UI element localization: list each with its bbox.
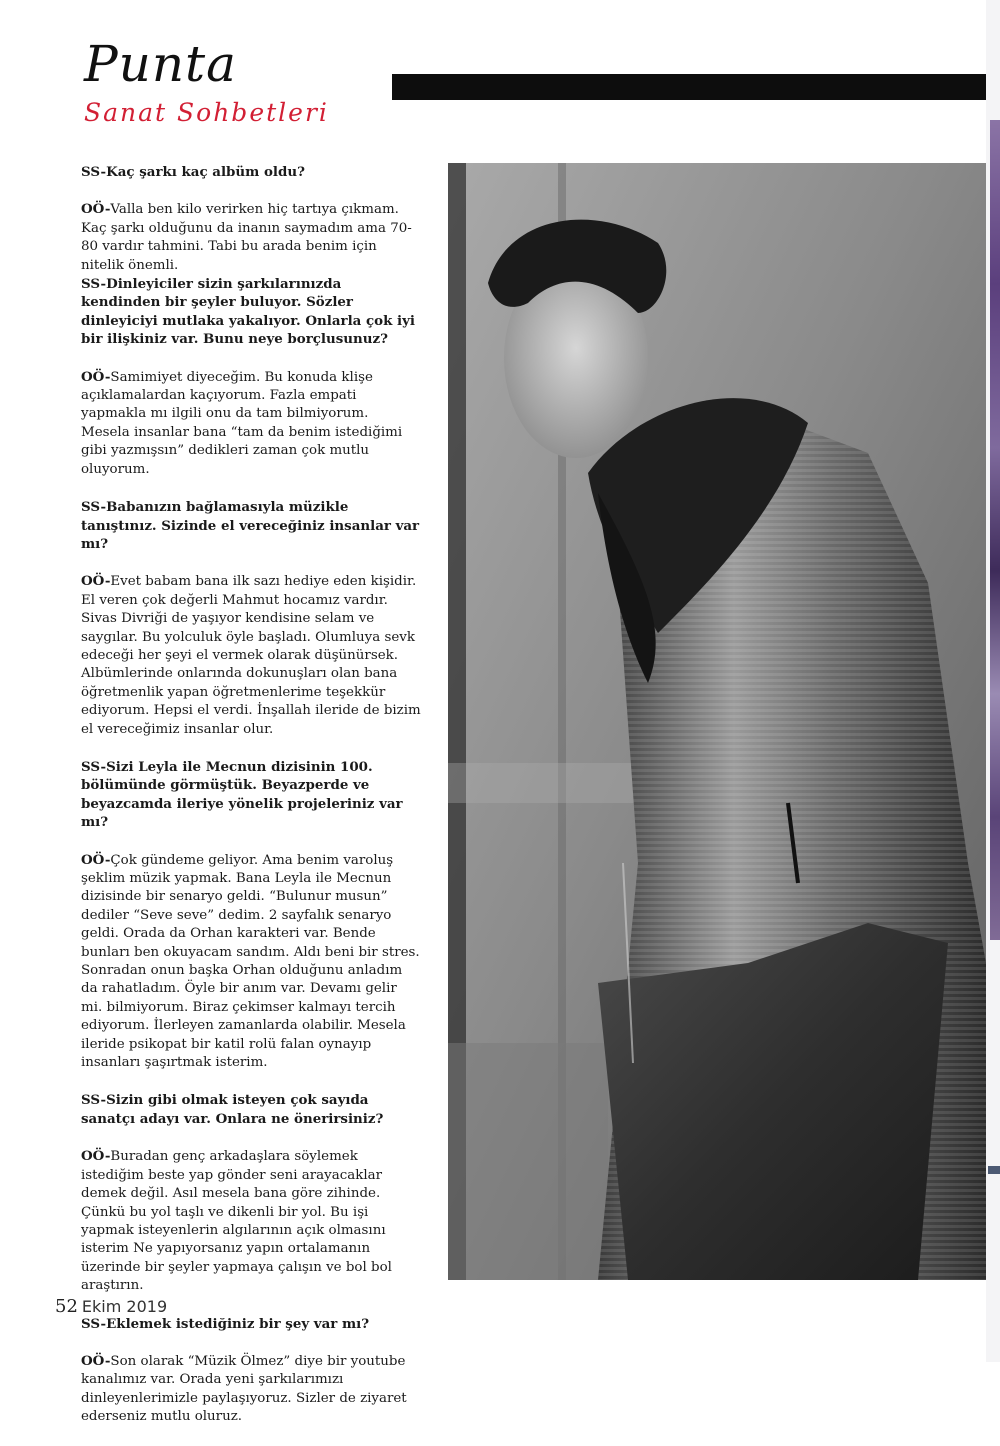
answer-text: Çok gündeme geliyor. Ama benim varoluş şeklim müzik yapmak. Bana Leyla ile Mecnun dizisinde bir senaryo geldi. “Bulunur musun” dediler “Seve seve” dedim. 2 sayfalık senaryo geldi. Orada da Orhan karakteri var. Bende bunları ben okuyacam sandım. Aldı beni bir stres. Sonradan onun başka Orhan olduğunu anladım da rahatladım. Öyle bir anım var. Devamı gelir mi. bilmiyorum. Biraz çekimser kalmayı tercih ediyorum. İlerleyen zamanlarda olabilir. Mesela ileride psikopat bir katil rolü falan oynayıp insanları şaşırtmak isterim. (81, 852, 420, 1071)
question: SS-Dinleyiciler sizin şarkılarınızda kendinden bir şeyler buluyor. Sözler dinleyiciyi mutlaka yakalıyor. Onlarla çok iyi bir ilişkiniz var. Bunu neye borçlusunuz? (81, 276, 415, 348)
question: SS-Sizin gibi olmak isteyen çok sayıda sanatçı adayı var. Onlara ne önerirsiniz? (81, 1092, 384, 1127)
answer (81, 368, 421, 479)
answer-label: OÖ- (81, 573, 111, 590)
issue-month: Ekim 2019 (81, 1297, 168, 1316)
portrait-photo (448, 163, 986, 1280)
answer-label: OÖ- (81, 368, 111, 385)
answer-label: OÖ- (81, 201, 111, 218)
adjacent-page-tab (988, 1166, 1000, 1174)
header-black-bar (392, 74, 986, 100)
interview-column (81, 163, 421, 1446)
adjacent-page-image-strip (990, 120, 1000, 940)
question: SS-Kaç şarkı kaç albüm oldu? (81, 164, 305, 180)
answer-label: OÖ- (81, 1148, 111, 1165)
question: SS-Eklemek istediğiniz bir şey var mı? (81, 1315, 370, 1332)
page-number: 52 (55, 1296, 78, 1317)
answer-text: Samimiyet diyeceğim. Bu konuda klişe açıklamalardan kaçıyorum. Fazla empati yapmakla mı ilgili onu da tam bilmiyorum. Mesela insanlar bana “tam da benim istediğimi gibi yazmışsın” dedikleri zaman çok mutlu oluyorum. (81, 369, 403, 477)
question: SS-Babanızın bağlamasıyla müzikle tanıştınız. Sizinde el vereceğiniz insanlar var mı? (81, 499, 420, 552)
masthead-subtitle: Sanat Sohbetleri (84, 98, 329, 127)
answer-text: Son olarak “Müzik Ölmez” diye bir youtube kanalımız var. Orada yeni şarkılarımızı dinleyenlerimizle paylaşıyoruz. Sizler de ziyaret ederseniz mutlu oluruz. (81, 1353, 407, 1425)
question: SS-Sizi Leyla ile Mecnun dizisinin 100. bölümünde görmüştük. Beyazperde ve beyazcamda ileriye yönelik projeleriniz var mı? (81, 758, 403, 831)
answer (81, 851, 421, 1073)
answer (81, 1147, 421, 1295)
answer-text: Buradan genç arkadaşlara söylemek istediğim beste yap gönder seni arayacaklar demek değil. Asıl mesela bana göre zihinde. Çünkü bu yol taşlı ve dikenli bir yol. Bu işi yapmak isteyenlerin algılarının açık olmasını isterim Ne yapıyorsanız yapın ortalamanın üzerinde bir şeyler yapmaya çalışın ve bol bol araştırın. (81, 1149, 392, 1294)
answer (81, 1352, 421, 1427)
masthead-title: Punta (84, 35, 237, 93)
page-footer (55, 1296, 167, 1317)
answer (81, 572, 421, 739)
answer-text: Valla ben kilo verirken hiç tartıya çıkmam. Kaç şarkı olduğunu da inanın saymadım ama 70-80 vardır tahmini. Tabi bu arada benim için nitelik önemli. (81, 202, 412, 273)
answer-label: OÖ- (81, 1352, 111, 1369)
answer-text: Evet babam bana ilk sazı hediye eden kişidir. El veren çok değerli Mahmut hocamız vardır. Sivas Divriği de yaşıyor kendisine selam ve saygılar. Bu yolculuk öyle başladı. Olumluya sevk edeceği her şeyi el vermek olarak düşünürsek. Albümlerinde onlarında dokunuşları olan bana öğretmenlik yapan öğretmenlerime teşekkür ediyorum. Hepsi el verdi. İnşallah ileride de bizim el vereceğimiz insanlar olur. (81, 574, 421, 737)
answer (81, 200, 421, 275)
answer-label: OÖ- (81, 851, 111, 868)
